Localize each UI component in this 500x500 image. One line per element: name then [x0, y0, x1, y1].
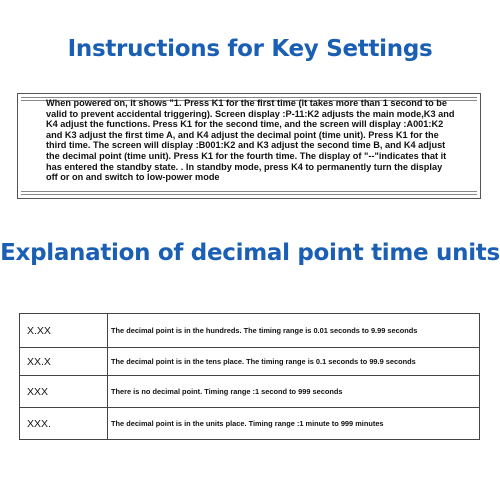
table-row — [20, 408, 480, 440]
decimal-point-title: Explanation of decimal point time units — [0, 240, 500, 266]
key-settings-title: Instructions for Key Settings — [67, 36, 433, 62]
unit-code: XXX — [20, 376, 108, 408]
instructions-bottom-rule — [21, 191, 477, 195]
instructions-box — [17, 93, 481, 199]
table-row — [20, 314, 480, 348]
time-units-table — [19, 313, 480, 440]
unit-description: There is no decimal point. Timing range :1 second to 999 seconds — [108, 376, 480, 408]
unit-code: XXX. — [20, 408, 108, 440]
unit-code: X.XX — [20, 314, 108, 348]
unit-description: The decimal point is in the tens place. The timing range is 0.1 seconds to 99.9 seconds — [108, 348, 480, 376]
unit-description: The decimal point is in the units place. Timing range :1 minute to 999 minutes — [108, 408, 480, 440]
unit-description: The decimal point is in the hundreds. The timing range is 0.01 seconds to 9.99 seconds — [108, 314, 480, 348]
instructions-text: When powered on, it shows "1. Press K1 for the first time (it takes more than 1 second to be valid to prevent accidental triggering). Screen display :P-11:K2 adjusts the main mode,K3 and K4 adjust the functions. Press K1 for the second time, and the screen will display :A001:K2 and K3 adjust the first time A, and K4 adjust the decimal point (time unit). Press K1 for the third time. The screen will display :B001:K2 and K3 adjust the second time B, and K4 adjust the decimal point (time unit). Press K1 for the fourth time. The display of "--"indicates that it has entered the standby state. . In standby mode, press K4 to permanently turn the display off or on and switch to low-power mode — [46, 98, 455, 183]
table-row — [20, 348, 480, 376]
table-row — [20, 376, 480, 408]
unit-code: XX.X — [20, 348, 108, 376]
